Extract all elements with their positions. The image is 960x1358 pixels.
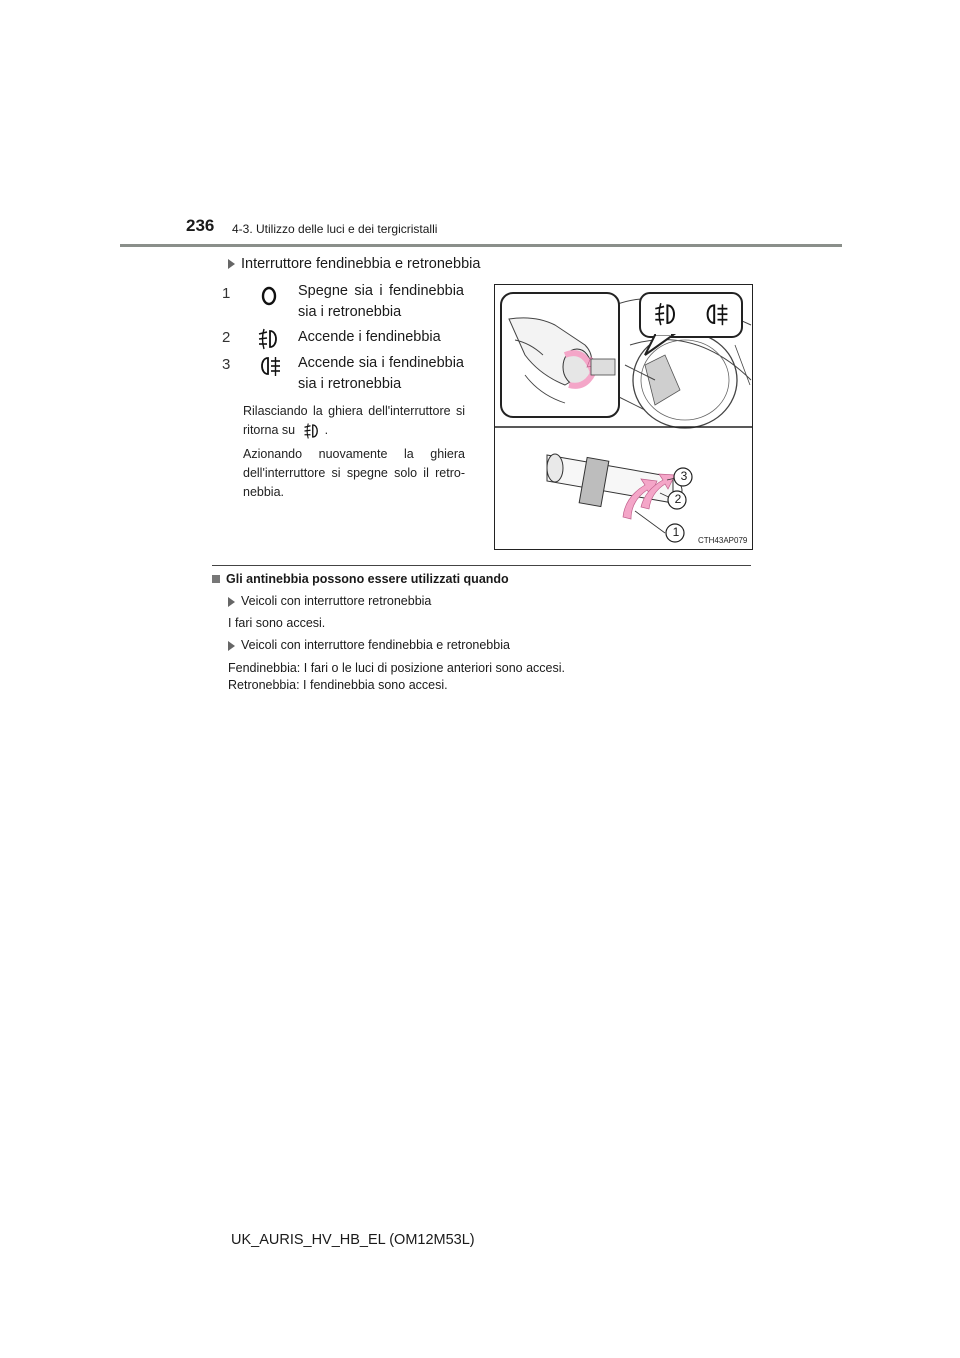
section-title: 4-3. Utilizzo delle luci e dei tergicristalli [232, 222, 438, 236]
triangle-bullet-icon [228, 641, 235, 651]
callout-3: 3 [680, 469, 688, 483]
header-divider [120, 244, 842, 247]
fog-off-icon [256, 285, 282, 307]
front-fog-icon [256, 327, 282, 351]
item-text-3: Accende sia i fendinebbia sia i retronebbia [298, 355, 464, 392]
illustration-drawing [495, 285, 752, 549]
document-code: UK_AURIS_HV_HB_EL (OM12M53L) [231, 1232, 475, 1248]
page-number: 236 [186, 216, 215, 235]
figure-caption: CTH43AP079 [698, 536, 748, 545]
info-heading: Gli antinebbia possono essere utilizzati quando [212, 572, 509, 586]
note-operate-ring: Azionando nuovamente la ghiera dell'interruttore si spegne solo il retro- nebbia. [243, 447, 465, 499]
triangle-bullet-icon [228, 259, 235, 269]
info-text2: Fendinebbia: I fari o le luci di posizione anteriori sono accesi. Retronebbia: I fendinebbia sono accesi. [228, 661, 565, 692]
item-number-3: 3 [222, 356, 231, 373]
fog-switch-illustration [494, 284, 753, 550]
front-fog-icon [301, 422, 323, 440]
note-release-ring: Rilasciando la ghiera dell'interruttore si ritorna su . [243, 402, 465, 440]
square-bullet-icon [212, 575, 220, 583]
rear-fog-icon [256, 354, 282, 378]
info-sub2: Veicoli con interruttore fendinebbia e retronebbia [228, 637, 510, 654]
fog-switch-heading: Interruttore fendinebbia e retronebbia [228, 256, 480, 272]
callout-2: 2 [674, 492, 682, 506]
item-number-2: 2 [222, 329, 231, 346]
callout-1: 1 [672, 525, 680, 539]
triangle-bullet-icon [228, 597, 235, 607]
info-text1: I fari sono accesi. [228, 616, 326, 630]
item-number-1: 1 [222, 285, 231, 302]
item-text-2: Accende i fendinebbia [298, 329, 441, 345]
info-sub1: Veicoli con interruttore retronebbia [228, 593, 431, 610]
section-divider [212, 565, 751, 566]
item-text-1: Spegne sia i fendinebbia sia i retronebbia [298, 283, 464, 320]
